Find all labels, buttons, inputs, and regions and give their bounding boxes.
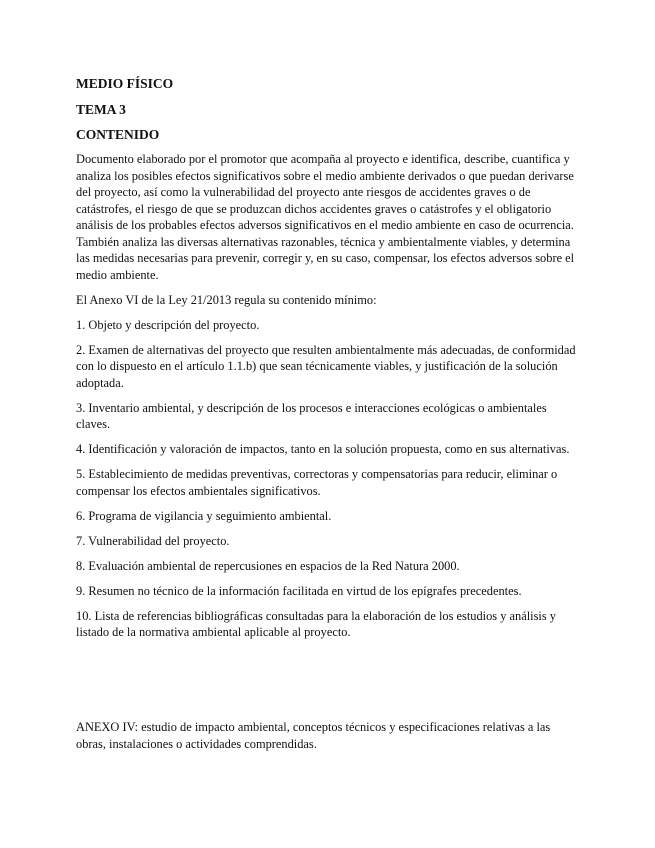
list-item: 8. Evaluación ambiental de repercusiones en espacios de la Red Natura 2000. (76, 558, 460, 573)
list-item: 1. Objeto y descripción del proyecto. (76, 317, 260, 332)
list-item: 6. Programa de vigilancia y seguimiento ambiental. (76, 508, 332, 523)
document-page (76, 0, 581, 848)
topic-heading: TEMA 3 (76, 102, 126, 117)
list-item: 9. Resumen no técnico de la información facilitada en virtud de los epígrafes precedentes. (76, 583, 522, 598)
list-item: 10. Lista de referencias bibliográficas consultadas para la elaboración de los estudios y análisis y listado de la normativa ambiental aplicable al proyecto. (76, 608, 556, 639)
list-item: 7. Vulnerabilidad del proyecto. (76, 533, 230, 548)
section-heading: CONTENIDO (76, 127, 160, 142)
list-item: 3. Inventario ambiental, y descripción de los procesos e interacciones ecológicas o ambientales claves. (76, 400, 547, 431)
list-item: 4. Identificación y valoración de impactos, tanto en la solución propuesta, como en sus alternativas. (76, 442, 570, 456)
annex-iv-paragraph: ANEXO IV: estudio de impacto ambiental, conceptos técnicos y especificaciones relativas a las obras, instalaciones o actividades comprendidas. (76, 720, 551, 751)
document-body (76, 151, 581, 649)
annex-statement: El Anexo VI de la Ley 21/2013 regula su contenido mínimo: (76, 292, 377, 307)
intro-paragraph: Documento elaborado por el promotor que acompaña al proyecto e identifica, describe, cuantifica y analiza los posibles efectos significativos sobre el medio ambiente derivados o que puedan derivarse del proyecto, así como la vulnerabilidad del proyecto ante riesgos de accidentes graves o de catástrofes, el riesgo de que se produzcan dichos accidentes graves o catástrofes y el obligatorio análisis de los probables efectos adversos significativos en el medio ambiente en caso de ocurrencia. También analiza las diversas alternativas razonables, técnica y ambientalmente viables, y determina las medidas necesarias para prevenir, corregir y, en su caso, compensar, los efectos adversos sobre el medio ambiente. (76, 152, 575, 282)
list-item: 2. Examen de alternativas del proyecto que resulten ambientalmente más adecuadas, de conformidad con lo dispuesto en el artículo 1.1.b) que sean técnicamente viables, y justificación de la solución adoptada. (76, 342, 576, 390)
document-title: MEDIO FÍSICO (76, 76, 174, 91)
list-item: 5. Establecimiento de medidas preventivas, correctoras y compensatorias para reducir, eliminar o compensar los efectos ambientales significativos. (76, 467, 558, 498)
